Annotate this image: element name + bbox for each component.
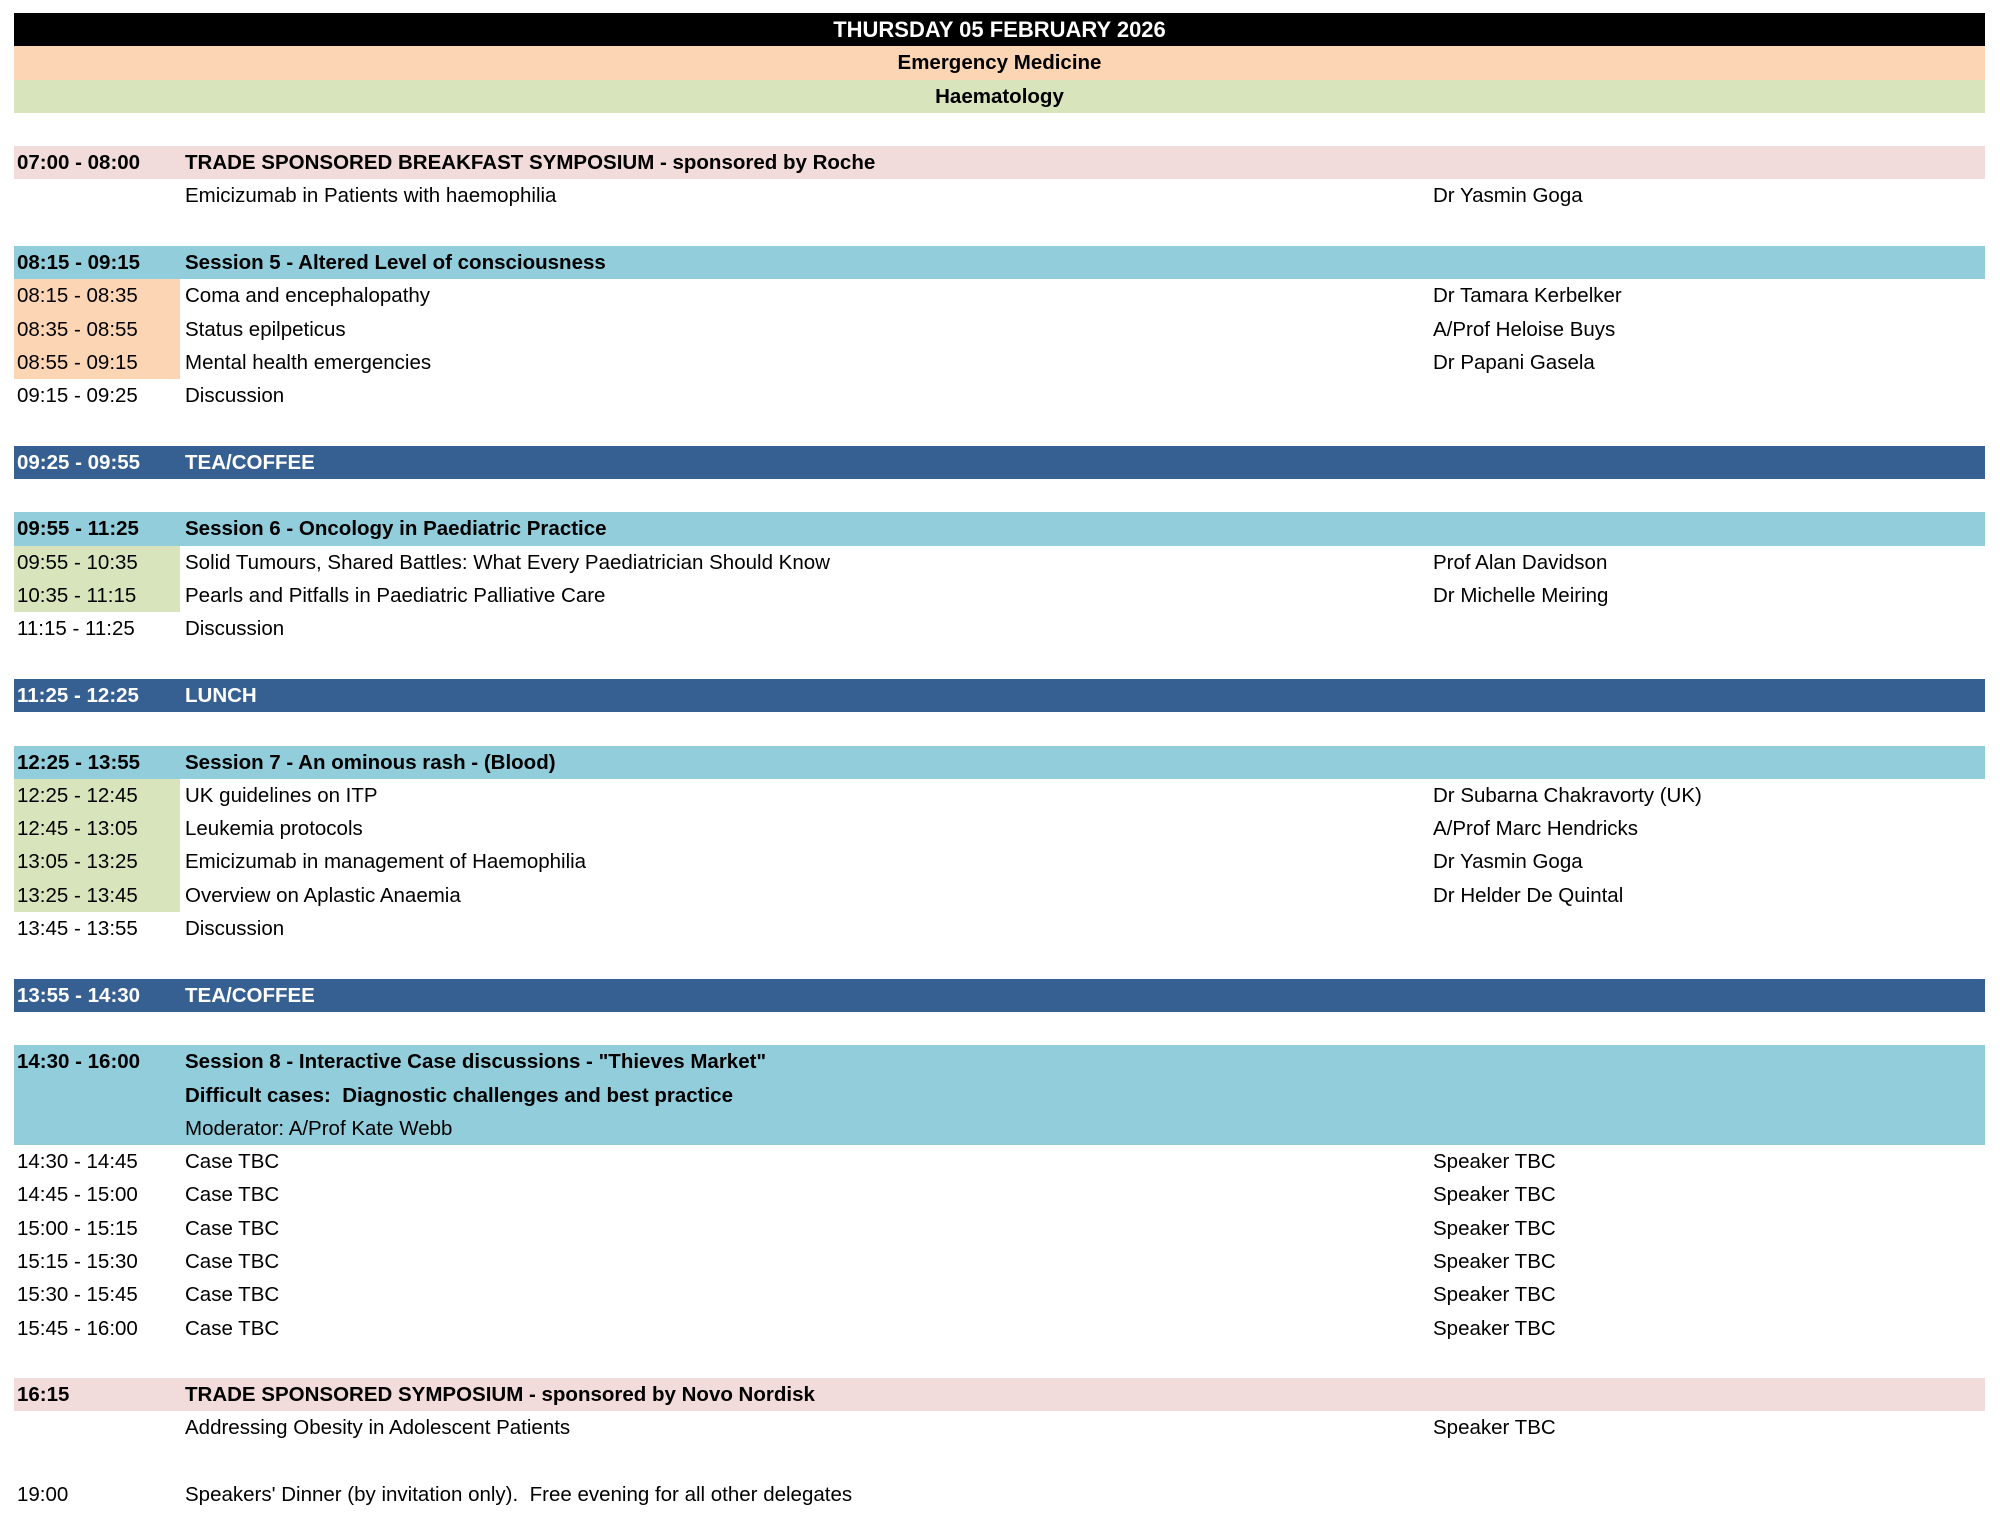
talk-title: Case TBC (185, 1216, 280, 1240)
talk-title: Pearls and Pitfalls in Paediatric Palliative Care (185, 584, 606, 608)
session-header (14, 246, 1985, 279)
session-moderator-row (14, 1112, 1985, 1145)
talk-time: 13:25 - 13:45 (14, 879, 180, 912)
slot-title: TRADE SPONSORED SYMPOSIUM - sponsored by Novo Nordisk (185, 1383, 815, 1407)
break-time: 13:55 - 14:30 (17, 983, 141, 1007)
talk-time: 08:35 - 08:55 (14, 313, 180, 346)
talk-speaker: Speaker TBC (1433, 1216, 1556, 1240)
talk-title: Case TBC (185, 1283, 280, 1307)
talk-row (14, 579, 1985, 612)
spacer (14, 712, 1985, 745)
talk-time: 15:00 - 15:15 (17, 1216, 138, 1240)
session-moderator: Moderator: A/Prof Kate Webb (185, 1116, 453, 1140)
talk-speaker: Speaker TBC (1433, 1249, 1556, 1273)
talk-title: Case TBC (185, 1316, 280, 1340)
session-subtitle: Difficult cases: Diagnostic challenges and best practice (185, 1083, 733, 1107)
break-time: 09:25 - 09:55 (17, 450, 141, 474)
talk-speaker: Prof Alan Davidson (1433, 550, 1608, 574)
talk-title: Case TBC (185, 1249, 280, 1273)
talk-time: 12:45 - 13:05 (14, 812, 180, 845)
talk-time: 09:55 - 10:35 (14, 546, 180, 579)
session-title: Session 6 - Oncology in Paediatric Practice (185, 517, 607, 541)
talk-time: 08:55 - 09:15 (14, 346, 180, 379)
talk-title: Emicizumab in management of Haemophilia (185, 850, 587, 874)
talk-title: Overview on Aplastic Anaemia (185, 883, 461, 907)
break-row-lunch (14, 679, 1985, 712)
discussion-time: 09:15 - 09:25 (17, 384, 138, 408)
spacer (14, 1345, 1985, 1378)
talk-title: Emicizumab in Patients with haemophilia (185, 184, 557, 208)
discussion-time: 13:45 - 13:55 (17, 917, 138, 941)
track-label: Emergency Medicine (897, 51, 1102, 75)
sponsored-symposium-header (14, 146, 1985, 179)
talk-speaker: Dr Helder De Quintal (1433, 883, 1624, 907)
talk-speaker: Dr Michelle Meiring (1433, 584, 1609, 608)
spacer (14, 646, 1985, 679)
session-time: 12:25 - 13:55 (17, 750, 141, 774)
talk-time: 12:25 - 12:45 (14, 779, 180, 812)
session-time: 14:30 - 16:00 (17, 1050, 141, 1074)
session-header (14, 512, 1985, 545)
talk-row (14, 346, 1985, 379)
spacer (14, 213, 1985, 246)
session-subtitle-row (14, 1079, 1985, 1112)
track-banner-haematology (14, 80, 1985, 113)
talk-title: UK guidelines on ITP (185, 783, 378, 807)
session-title: Session 7 - An ominous rash - (Blood) (185, 750, 556, 774)
discussion-time: 11:15 - 11:25 (17, 617, 135, 641)
talk-row (14, 546, 1985, 579)
break-row-tea-coffee (14, 446, 1985, 479)
sponsored-symposium-header (14, 1378, 1985, 1411)
discussion-title: Discussion (185, 917, 285, 941)
talk-title: Status epilpeticus (185, 317, 346, 341)
break-title: TEA/COFFEE (185, 450, 315, 474)
talk-title: Solid Tumours, Shared Battles: What Every Paediatrician Should Know (185, 550, 830, 574)
talk-row (14, 1278, 1985, 1311)
talk-time: 15:45 - 16:00 (17, 1316, 138, 1340)
talk-title: Case TBC (185, 1150, 280, 1174)
talk-row (14, 1212, 1985, 1245)
talk-time: 15:30 - 15:45 (17, 1283, 138, 1307)
talk-speaker: Dr Yasmin Goga (1433, 184, 1583, 208)
slot-title: TRADE SPONSORED BREAKFAST SYMPOSIUM - sponsored by Roche (185, 151, 876, 175)
discussion-title: Discussion (185, 617, 285, 641)
talk-row (14, 812, 1985, 845)
talk-title: Leukemia protocols (185, 817, 363, 841)
spacer (14, 1012, 1985, 1045)
spacer (14, 1445, 1985, 1478)
slot-title: Speakers' Dinner (by invitation only). Free evening for all other delegates (185, 1483, 853, 1507)
talk-row (14, 313, 1985, 346)
spacer (14, 113, 1985, 146)
talk-time: 08:15 - 08:35 (14, 279, 180, 312)
talk-row (14, 879, 1985, 912)
talk-speaker: Speaker TBC (1433, 1150, 1556, 1174)
slot-time: 19:00 (17, 1483, 69, 1507)
slot-time: 07:00 - 08:00 (17, 151, 141, 175)
session-time: 09:55 - 11:25 (17, 517, 139, 541)
talk-time: 13:05 - 13:25 (14, 845, 180, 878)
session-time: 08:15 - 09:15 (17, 251, 141, 275)
talk-title: Mental health emergencies (185, 350, 432, 374)
track-label: Haematology (935, 84, 1064, 108)
spacer (14, 479, 1985, 512)
spacer (14, 413, 1985, 446)
talk-title: Coma and encephalopathy (185, 284, 431, 308)
spacer (14, 945, 1985, 978)
discussion-title: Discussion (185, 384, 285, 408)
talk-row (14, 179, 1985, 212)
dinner-row (14, 1478, 1985, 1511)
session-header (14, 746, 1985, 779)
talk-speaker: Dr Tamara Kerbelker (1433, 284, 1622, 308)
talk-speaker: Dr Papani Gasela (1433, 350, 1595, 374)
discussion-row (14, 912, 1985, 945)
talk-speaker: Speaker TBC (1433, 1283, 1556, 1307)
day-title: THURSDAY 05 FEBRUARY 2026 (833, 17, 1166, 42)
talk-row (14, 1178, 1985, 1211)
break-time: 11:25 - 12:25 (17, 683, 139, 707)
talk-speaker: A/Prof Heloise Buys (1433, 317, 1616, 341)
talk-time: 14:45 - 15:00 (17, 1183, 138, 1207)
talk-row (14, 1411, 1985, 1444)
slot-time: 16:15 (17, 1383, 70, 1407)
talk-speaker: Speaker TBC (1433, 1316, 1556, 1340)
talk-row (14, 1245, 1985, 1278)
talk-row (14, 279, 1985, 312)
session-header (14, 1045, 1985, 1078)
talk-time: 14:30 - 14:45 (17, 1150, 138, 1174)
talk-speaker: Speaker TBC (1433, 1416, 1556, 1440)
talk-title: Case TBC (185, 1183, 280, 1207)
programme-sheet (14, 13, 1985, 1511)
discussion-row (14, 379, 1985, 412)
talk-speaker: Speaker TBC (1433, 1183, 1556, 1207)
session-title: Session 5 - Altered Level of consciousness (185, 251, 606, 275)
break-title: LUNCH (185, 683, 257, 707)
track-banner-emergency-medicine (14, 46, 1985, 79)
talk-speaker: Dr Yasmin Goga (1433, 850, 1583, 874)
talk-speaker: Dr Subarna Chakravorty (UK) (1433, 783, 1702, 807)
discussion-row (14, 612, 1985, 645)
session-title: Session 8 - Interactive Case discussions - "Thieves Market" (185, 1050, 767, 1074)
talk-time: 10:35 - 11:15 (14, 579, 180, 612)
day-header (14, 13, 1985, 46)
break-row-tea-coffee (14, 979, 1985, 1012)
break-title: TEA/COFFEE (185, 983, 315, 1007)
talk-row (14, 1145, 1985, 1178)
talk-speaker: A/Prof Marc Hendricks (1433, 817, 1639, 841)
talk-row (14, 779, 1985, 812)
talk-row (14, 1312, 1985, 1345)
talk-row (14, 845, 1985, 878)
talk-time: 15:15 - 15:30 (17, 1249, 138, 1273)
talk-title: Addressing Obesity in Adolescent Patients (185, 1416, 571, 1440)
